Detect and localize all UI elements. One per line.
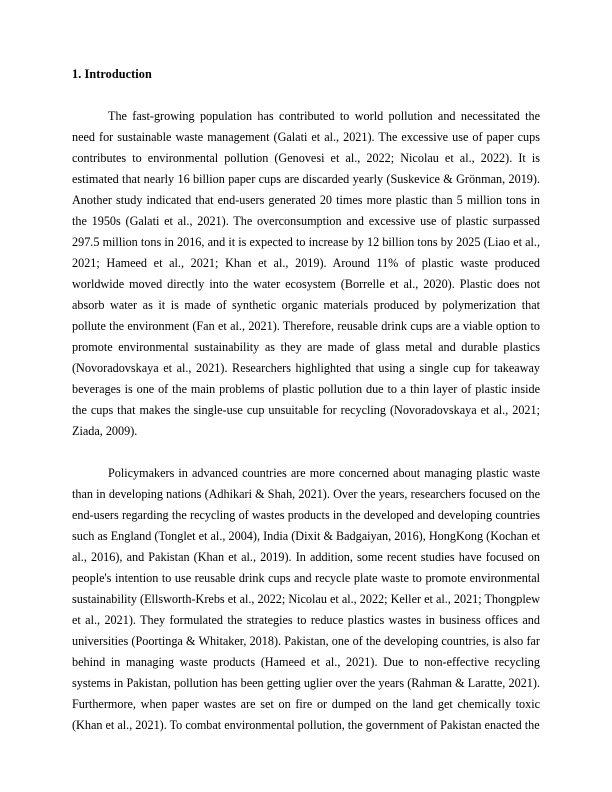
body-paragraph: The fast-growing population has contributed to world pollution and necessitated the need for sustainable waste management (Galati et al., 2021). The excessive use of paper cups contributes to environmental pollution (Genovesi et al., 2022; Nicolau et al., 2022). It is estimated that nearly 16 billion paper cups are discarded yearly (Suskevice & Grönman, 2019). Another study indicated that end-users generated 20 times more plastic than 5 million tons in the 1950s (Galati et al., 2021). The overconsumption and excessive use of plastic surpassed 297.5 million tons in 2016, and it is expected to increase by 12 billion tons by 2025 (Liao et al., 2021; Hameed et al., 2021; Khan et al., 2019). Around 11% of plastic waste produced worldwide moved directly into the water ecosystem (Borrelle et al., 2020). Plastic does not absorb water as it is made of synthetic organic materials produced by polymerization that pollute the environment (Fan et al., 2021). Therefore, reusable drink cups are a viable option to promote environmental sustainability as they are made of glass metal and durable plastics (Novoradovskaya et al., 2021). Researchers highlighted that using a single cup for takeaway beverages is one of the main problems of plastic pollution due to a thin layer of plastic inside the cups that makes the single-use cup unsuitable for recycling (Novoradovskaya et al., 2021; Ziada, 2009). <box>72 109 540 438</box>
heading-spacer <box>72 85 540 106</box>
page-content <box>72 64 540 736</box>
body-paragraph: Policymakers in advanced countries are more concerned about managing plastic waste than in developing nations (Adhikari & Shah, 2021). Over the years, researchers focused on the end-users regarding the recycling of wastes products in the developed and developing countries such as England (Tonglet et al., 2004), India (Dixit & Badgaiyan, 2016), HongKong (Kochan et al., 2016), and Pakistan (Khan et al., 2019). In addition, some recent studies have focused on people's intention to use reusable drink cups and recycle plate waste to promote environmental sustainability (Ellsworth-Krebs et al., 2022; Nicolau et al., 2022; Keller et al., 2021; Thongplew et al., 2021). They formulated the strategies to reduce plastics wastes in business offices and universities (Poortinga & Whitaker, 2018). Pakistan, one of the developing countries, is also far behind in managing waste products (Hameed et al., 2021). Due to non-effective recycling systems in Pakistan, pollution has been getting uglier over the years (Rahman & Laratte, 2021). Furthermore, when paper wastes are set on fire or dumped on the land get chemically toxic (Khan et al., 2021). To combat environmental pollution, the government of Pakistan enacted the <box>72 466 540 732</box>
section-heading-introduction: 1. Introduction <box>72 67 152 81</box>
paragraph-spacer <box>72 442 540 463</box>
